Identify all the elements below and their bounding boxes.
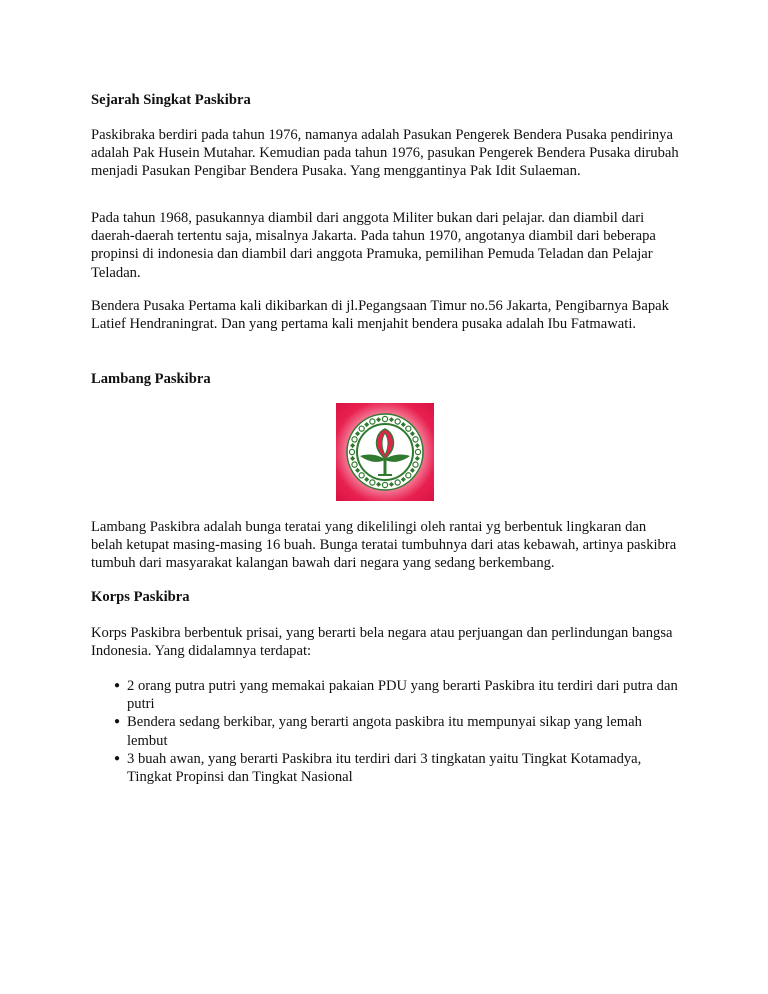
list-item-text: 2 orang putra putri yang memakai pakaian PDU yang berarti Paskibra itu terdiri dari putra dan putri — [127, 678, 678, 713]
emblem-chain-circle — [395, 480, 400, 485]
bullet-icon: ● — [114, 716, 121, 728]
emblem-chain-circle — [413, 462, 418, 467]
emblem-chain-circle — [395, 419, 400, 424]
emblem-chain-circle — [359, 473, 364, 478]
paragraph-lambang: Lambang Paskibra adalah bunga teratai yang dikelilingi oleh rantai yg berbentuk lingkaran dan belah ketupat masing-masing 16 buah. Bunga teratai tumbuhnya dari atas kebawah, artinya paskibra tumbuh dari masyarakat kalangan bawah dari negara yang sedang berkembang. — [91, 519, 677, 572]
section-title-korps: Korps Paskibra — [91, 589, 190, 605]
bullet-icon: ● — [114, 752, 121, 764]
emblem-chain-circle — [415, 449, 420, 454]
emblem-chain-circle — [359, 426, 364, 431]
emblem-chain-circle — [382, 482, 387, 487]
paskibra-lotus-emblem-icon — [336, 403, 434, 501]
list-item-text: Bendera sedang berkibar, yang berarti angota paskibra itu mempunyai sikap yang lemah lembut — [127, 714, 642, 749]
korps-bullet-list — [91, 677, 681, 786]
paragraph-sejarah-3: Bendera Pusaka Pertama kali dikibarkan di jl.Pegangsaan Timur no.56 Jakarta, Pengibarnya Bapak Latief Hendraningrat. Dan yang pertama kali menjahit bendera pusaka adalah Ibu Fatmawati. — [91, 298, 669, 333]
list-item — [91, 750, 681, 786]
emblem-chain-circle — [406, 426, 411, 431]
emblem-chain-circle — [370, 419, 375, 424]
emblem-chain-circle — [413, 437, 418, 442]
list-item-text: 3 buah awan, yang berarti Paskibra itu terdiri dari 3 tingkatan yaitu Tingkat Kotamadya, Tingkat Propinsi dan Tingkat Nasional — [127, 750, 642, 786]
emblem-chain-circle — [406, 473, 411, 478]
bullet-icon: ● — [114, 680, 121, 691]
paragraph-sejarah-1: Paskibraka berdiri pada tahun 1976, namanya adalah Pasukan Pengerek Bendera Pusaka pendirinya adalah Pak Husein Mutahar. Kemudian pada tahun 1976, pasukan Pengerek Bendera Pusaka dirubah menjadi Pasukan Pengibar Bendera Pusaka. Yang menggantinya Pak Idit Sulaeman. — [91, 127, 679, 180]
emblem-chain-circle — [370, 480, 375, 485]
emblem-chain-circle — [352, 462, 357, 467]
paragraph-korps: Korps Paskibra berbentuk prisai, yang berarti bela negara atau perjuangan dan perlindungan bangsa Indonesia. Yang didalamnya terdapat: — [91, 625, 673, 660]
emblem-chain-circle — [382, 416, 387, 421]
paragraph-sejarah-2: Pada tahun 1968, pasukannya diambil dari anggota Militer bukan dari pelajar. dan diambil dari daerah-daerah tertentu saja, misalnya Jakarta. Pada tahun 1970, angotanya diambil dari beberapa propinsi di indonesia dan diambil dari anggota Pramuka, pemilihan Pemuda Teladan dan Pelajar Teladan. — [91, 210, 656, 281]
list-item — [91, 713, 681, 749]
emblem-chain-circle — [349, 449, 354, 454]
section-title-sejarah: Sejarah Singkat Paskibra — [91, 92, 251, 108]
section-title-lambang: Lambang Paskibra — [91, 371, 211, 387]
emblem-graphic — [336, 403, 434, 501]
emblem-chain-circle — [352, 437, 357, 442]
list-item — [91, 677, 681, 713]
